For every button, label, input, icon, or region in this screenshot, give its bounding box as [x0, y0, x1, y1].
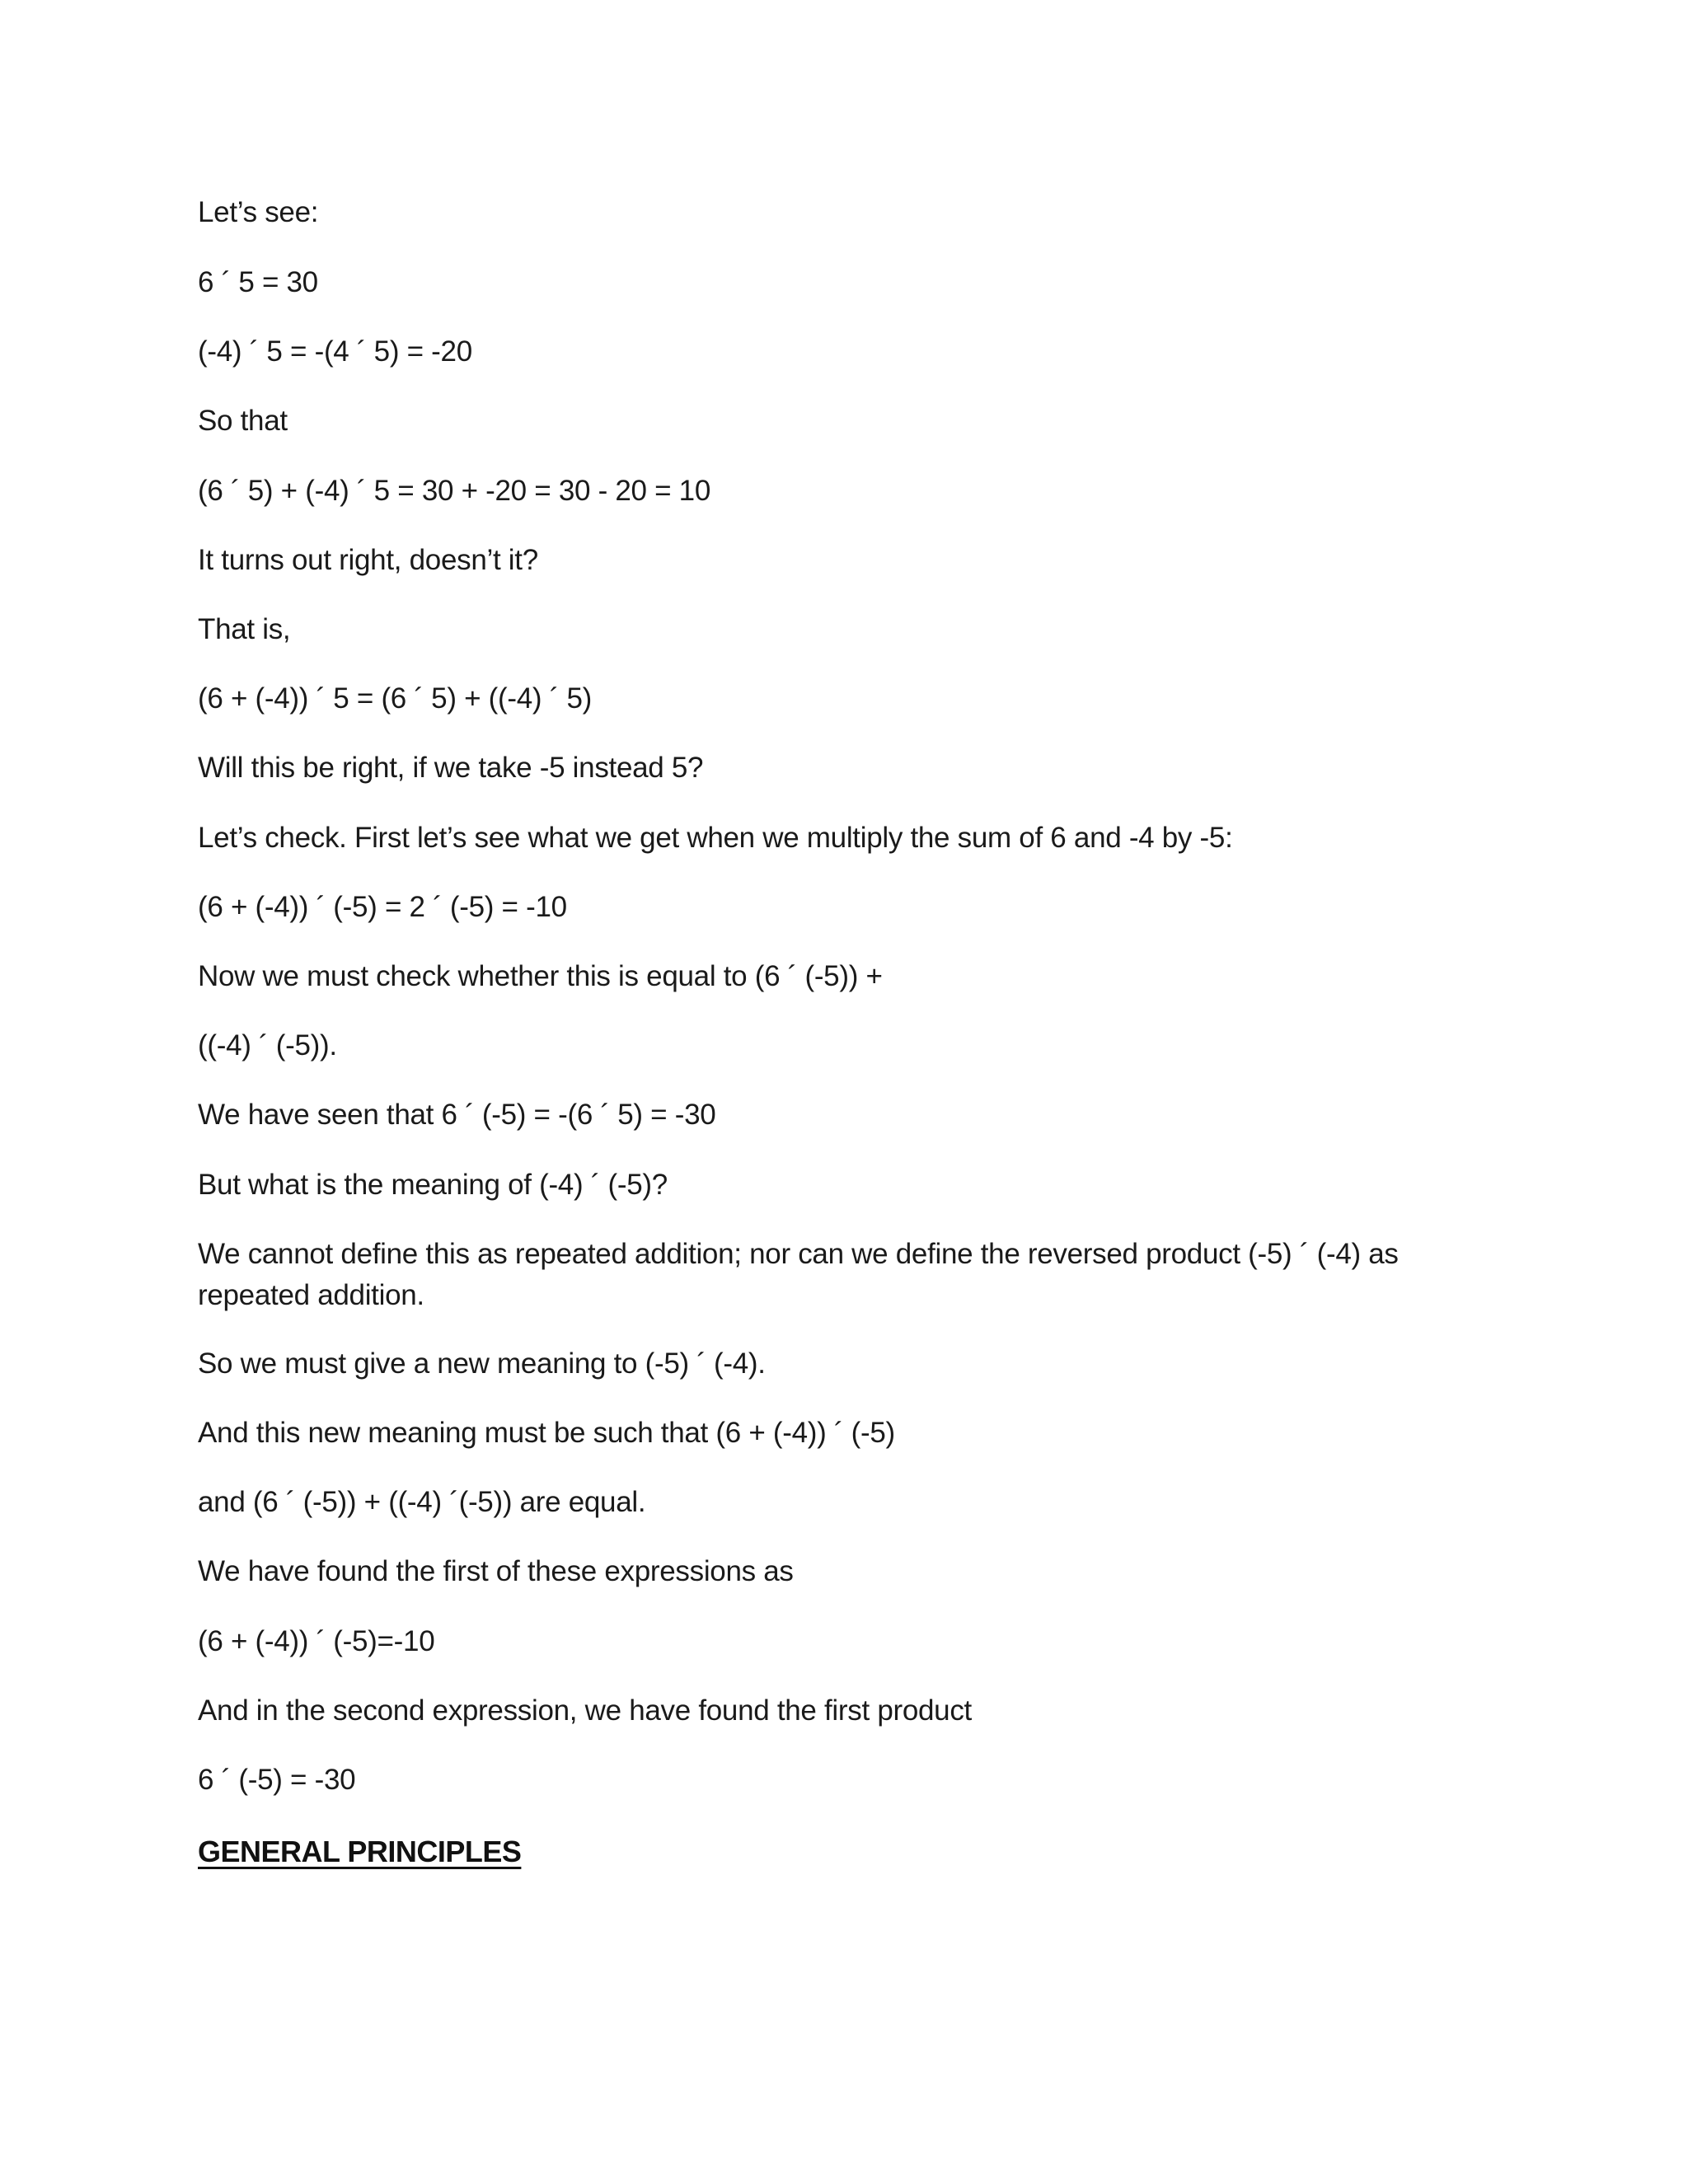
equation-line: 6 ´ (-5) = -30 [198, 1764, 356, 1796]
equation-line: 6 ´ 5 = 30 [198, 266, 318, 298]
text-line: and (6 ´ (-5)) + ((-4) ´(-5)) are equal. [198, 1486, 646, 1518]
text-line: And this new meaning must be such that (6 + (-4)) ´ (-5) [198, 1417, 895, 1449]
text-line: But what is the meaning of (-4) ´ (-5)? [198, 1169, 668, 1201]
text-line: So that [198, 405, 288, 437]
text-line: We have found the first of these expressions as [198, 1555, 794, 1587]
text-line: Will this be right, if we take -5 instead 5? [198, 752, 704, 784]
text-line: That is, [198, 613, 291, 645]
section-heading: GENERAL PRINCIPLES [198, 1835, 522, 1868]
text-paragraph: We cannot define this as repeated addition; nor can we define the reversed product (-5) ´ (-4) as repeated addition. [198, 1238, 1399, 1311]
text-line: Let’s see: [198, 196, 319, 228]
equation-line: (6 + (-4)) ´ 5 = (6 ´ 5) + ((-4) ´ 5) [198, 682, 592, 715]
equation-line: (6 ´ 5) + (-4) ´ 5 = 30 + -20 = 30 - 20 = 10 [198, 475, 710, 507]
equation-line: (6 + (-4)) ´ (-5) = 2 ´ (-5) = -10 [198, 891, 567, 923]
equation-line: (-4) ´ 5 = -(4 ´ 5) = -20 [198, 335, 472, 368]
text-line: And in the second expression, we have found the first product [198, 1694, 972, 1727]
equation-line: (6 + (-4)) ´ (-5)=-10 [198, 1625, 435, 1657]
text-line: It turns out right, doesn’t it? [198, 544, 538, 576]
equation-line: We have seen that 6 ´ (-5) = -(6 ´ 5) = -30 [198, 1099, 716, 1131]
text-line: Now we must check whether this is equal to (6 ´ (-5)) + [198, 960, 883, 992]
equation-line: ((-4) ´ (-5)). [198, 1029, 337, 1062]
text-line: So we must give a new meaning to (-5) ´ (-4). [198, 1347, 766, 1380]
text-line: Let’s check. First let’s see what we get when we multiply the sum of 6 and -4 by -5: [198, 822, 1233, 854]
